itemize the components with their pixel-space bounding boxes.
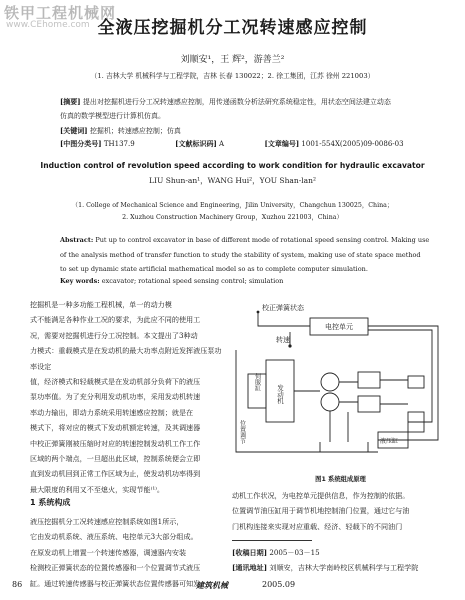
address-value: 刘顺安，吉林大学南岭校区机械科学与工程学院 [269,563,419,572]
keywords-en-label: Key words: [60,277,100,285]
intro-line: 最大限度的利用又不至熄火，实现节能⁽¹⁾。 [30,484,165,494]
section-heading: 1 系统构成 [30,498,71,507]
figure-system-diagram [228,302,453,470]
intro-line: 直到发动机回到正常工作区域为止，使发动机功率得到 [30,469,201,479]
right-col-line: 门机构连接来实现对应重载、经济、轻载下的不同油门 [232,521,403,531]
keywords-en-text: excavator; rotational speed sensing control; simulation [101,277,284,285]
affiliation-cn: （1. 吉林大学 机械科学与工程学院，吉林 长春 130022；2. 徐工集团，江苏 徐州 221003） [90,72,375,80]
article-label: [文章编号] [264,139,300,148]
authors-cn: 刘顺安¹，王 辉²，游善兰² [180,55,285,65]
intro-line: 式不能满足各种作业工况的要求，为此应不同的使用工 [30,315,201,325]
clc-label: [中图分类号] [60,139,102,148]
intro-line: 值，经济模式和轻载模式是在发动机部分负荷下的液压 [30,377,201,387]
label-engine: 发动机 [276,384,284,404]
valve-block-1 [358,372,380,388]
journal-name: 建筑机械 [196,580,228,590]
page-number: 86 [12,580,23,589]
label-position-adjust: 位置调节 [238,420,246,444]
abstract-en-label: Abstract: [60,236,94,244]
keywords-cn [60,124,430,138]
paper-title: 全液压挖掘机分工况转速感应控制 [97,18,368,38]
figure-caption: 图1 系统组成原理 [315,476,366,483]
english-affiliation-line: （1. College of Mechanical Science and Engineering，Jilin University，Changchun 130025，China； [71,202,394,209]
right-col-line: 动机工作状况，为电控单元提供信息，作为控制的依据。 [232,491,410,500]
section1-line: 检测校正弹簧状态的位置传感器和一个位置调节式液压 [30,563,201,573]
pump-circle-1 [321,373,339,391]
article-value: 1001-554X(2005)09-0086-03 [301,140,404,148]
right-col-line: 位置调节油压缸用于调节机地控制油门位置，通过它与油 [232,506,410,516]
actuator-2 [408,376,424,388]
watermark-url: www.CEhome.com [6,20,90,30]
received-date [232,545,457,560]
intro-line: 区域的两个端点，一旦超出此区域，控制系统便会立即 [30,454,201,464]
doc-value: A [219,140,225,148]
received-value: 2005－03－15 [269,548,320,557]
intro-line: 中校正弹簧刚被压缩时对应的转速控制发动机工作工作 [30,438,201,448]
clc-value: TH137.9 [103,140,135,148]
journal-issue: 2005.09 [262,580,296,589]
intro-line: 率动力输出，即动力系统采用转速感应控制；就是在 [30,407,194,417]
abstract-en [60,233,430,277]
keywords-cn-text: 挖掘机；转速感应控制；仿真 [89,127,181,135]
footnote-divider [232,540,312,541]
abstract-en-line: to set up dynamic state artificial mathematical model so as to complete computer simulation. [60,265,368,273]
doc-label: [文献标识码] [175,139,217,148]
abstract-cn-label: [摘要] [60,97,81,106]
label-hydraulic-cylinder: 液压缸 [380,438,399,445]
meta-cn [60,137,430,151]
keywords-en [60,277,430,285]
pump-outlet-lines [339,382,358,402]
tank-shape [320,442,368,452]
abstract-en-line: of the analysis method of transfer function to study the stability of system, making use of state space method [60,250,421,259]
section1-line: 液压挖掘机分工况转速感应控制系统如图1所示， [30,517,184,526]
label-ecu: 电控单元 [325,323,353,331]
speed-sensor-dot [288,344,291,347]
intro-line: 力模式：重载模式是在发动机的最大功率点附近发挥液压泵功率设定 [30,346,222,371]
label-spring-state: 校正弹簧状态 [262,304,304,312]
label-servo: 伺服缸 [253,373,261,391]
abstract-en-line: Put up to control excavator in base of different mode of rotational speed sensing control. Making use [95,236,430,244]
spring-signal-wire [258,312,310,326]
abstract-cn-line: 提出对挖掘机进行分工况转速感应控制，用传递函数分析法研究系统稳定性，用状态空间法建立动态 [82,98,391,106]
valve-outlet-lines [380,380,408,404]
spring-sensor-dot [257,311,260,314]
received-label: [收稿日期] [232,548,268,557]
intro-paragraph [30,297,225,497]
intro-line: 模式下，将对应的模式下发动机额定转速，及其调速器 [30,423,201,433]
label-speed: 转速 [276,336,290,344]
intro-line: 挖掘机是一种多功能工程机械，单一的动力模 [30,300,172,309]
watermark-logo-text: 铁甲工程机械网 [4,4,117,22]
pump-circle-2 [321,393,339,411]
keywords-cn-label: [关键词] [60,126,88,135]
english-affiliation-line: 2. Xuzhou Construction Machinery Group，Xuzhou 221003，China） [122,214,343,221]
abstract-cn [60,95,430,123]
address-label: [通讯地址] [232,563,268,572]
section1-line: 在原发动机上增置一个转速传感器，调速器内安装 [30,547,187,557]
control-wire-right [368,326,438,440]
system-diagram-svg [228,302,453,470]
intro-line: 泵功率值。为了充分利用发动机功率，采用发动机转速 [30,392,201,402]
valve-block-2 [358,396,380,412]
return-lines [330,411,348,442]
section1-line: 缸。通过转速传感器与校正弹簧状态位置传感器可知发 [30,578,201,588]
intro-line: 况，需要对挖掘机进行分工况控制。本文提出了3种动 [30,330,198,340]
feedback-wire-left [236,350,378,452]
section1-line: 它由发动机系统、液压系统、电控单元3大部分组成。 [30,532,198,542]
english-title: Induction control of revolution speed according to work condition for hydraulic excavator [40,161,425,170]
right-column-body [232,488,457,534]
abstract-cn-line: 仿真的数学模型进行计算机仿真。 [60,112,165,120]
author-address [232,560,457,575]
english-authors: LIU Shun-an¹，WANG Hui²，YOU Shan-lan² [149,176,316,185]
